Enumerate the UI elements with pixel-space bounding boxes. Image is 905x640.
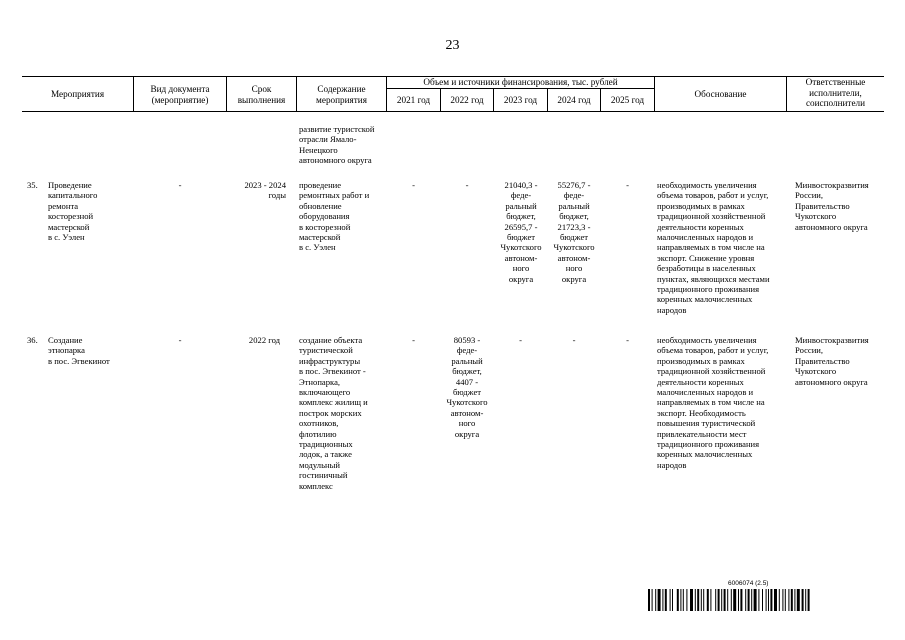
row-35-doc-type: - — [178, 180, 182, 190]
row-36-responsible: Минвостокразвития России, Правительство Чукотского автономного округа — [795, 335, 869, 387]
row-36-2022: 80593 - феде- ральный бюджет, 4407 - бюджет Чукотского автоном- ного округа — [446, 335, 488, 439]
header-year-2025: 2025 год — [610, 95, 645, 105]
continuation-content: развитие туристской отрасли Ямало- Ненецкого автономного округа — [299, 124, 375, 166]
header-year-2022: 2022 год — [450, 95, 484, 105]
row-36-activity: Создание этнопарка в пос. Эгвекинот — [48, 335, 110, 366]
header-bottom-border — [22, 111, 884, 112]
row-35-content: проведение ремонтных работ и обновление оборудования в косторезной мастерской в с. Уэлен — [299, 180, 370, 253]
row-36-2024: - — [572, 335, 576, 345]
header-term: Срок выполнения — [237, 84, 286, 105]
row-35-activity: Проведение капитального ремонта косторезной мастерской в с. Уэлен — [48, 180, 98, 243]
row-35-2024: 55276,7 - феде- ральный бюджет, 21723,3 - бюджет Чукотского автоном- ного округа — [553, 180, 595, 284]
row-36-2021: - — [412, 335, 415, 345]
header-doc-type: Вид документа (мероприятие) — [150, 84, 210, 105]
financing-subheader-border — [386, 88, 654, 89]
header-year-2024: 2024 год — [557, 95, 591, 105]
header-year-2021: 2021 год — [396, 95, 431, 105]
row-36-justification: необходимость увеличения объема товаров, работ и услуг, производимых в рамках традиционной хозяйственной деятельности коренных малочисленных народов и направляемых в том числе на экспорт. Необходимость повышения туристической привлекательности мест традиционного проживания коренных малочисленных народов — [657, 335, 769, 470]
row-35-justification: необходимость увеличения объема товаров, работ и услуг, производимых в рамках традиционной хозяйственной деятельности коренных малочисленных народов и направляемых в том числе на экспорт. Снижение уровня безработицы в населенных пунктах, являющихся местами традиционного проживания коренных малочисленных народов — [657, 180, 770, 315]
row-36-2025: - — [626, 335, 629, 345]
header-financing: Объем и источники финансирования, тыс. рублей — [423, 77, 618, 87]
row-35-2021: - — [412, 180, 415, 190]
row-35-2022: - — [465, 180, 469, 190]
header-responsible: Ответственные исполнители, соисполнители — [805, 77, 866, 108]
page-number: 23 — [445, 38, 460, 53]
header-activity: Мероприятия — [50, 89, 105, 99]
row-36-2023: - — [519, 335, 522, 345]
row-36-doc-type: - — [178, 335, 182, 345]
row-35-term: 2023 - 2024 годы — [244, 180, 286, 201]
row-36-term: 2022 год — [248, 335, 280, 345]
header-content: Содержание мероприятия — [316, 84, 367, 105]
row-36-number: 36. — [27, 335, 38, 345]
row-35-responsible: Минвостокразвития России, Правительство Чукотского автономного округа — [795, 180, 869, 232]
header-justification: Обоснование — [694, 89, 747, 99]
row-35-2025: - — [626, 180, 629, 190]
barcode-bars — [648, 589, 881, 611]
header-year-2023: 2023 год — [503, 95, 538, 105]
row-35-2023: 21040,3 - феде- ральный бюджет, 26595,7 - бюджет Чукотского автоном- ного округа — [500, 180, 542, 284]
barcode-code: 6006074 (2.5) — [728, 580, 769, 587]
row-35-number: 35. — [27, 180, 38, 190]
row-36-content: создание объекта туристической инфраструктуры в пос. Эгвекинот - Этнопарка, включающего комплекс жилищ и построк морских охотников, флотилию традиционных лодок, а также модульный гостиничный комплекс — [299, 335, 368, 491]
